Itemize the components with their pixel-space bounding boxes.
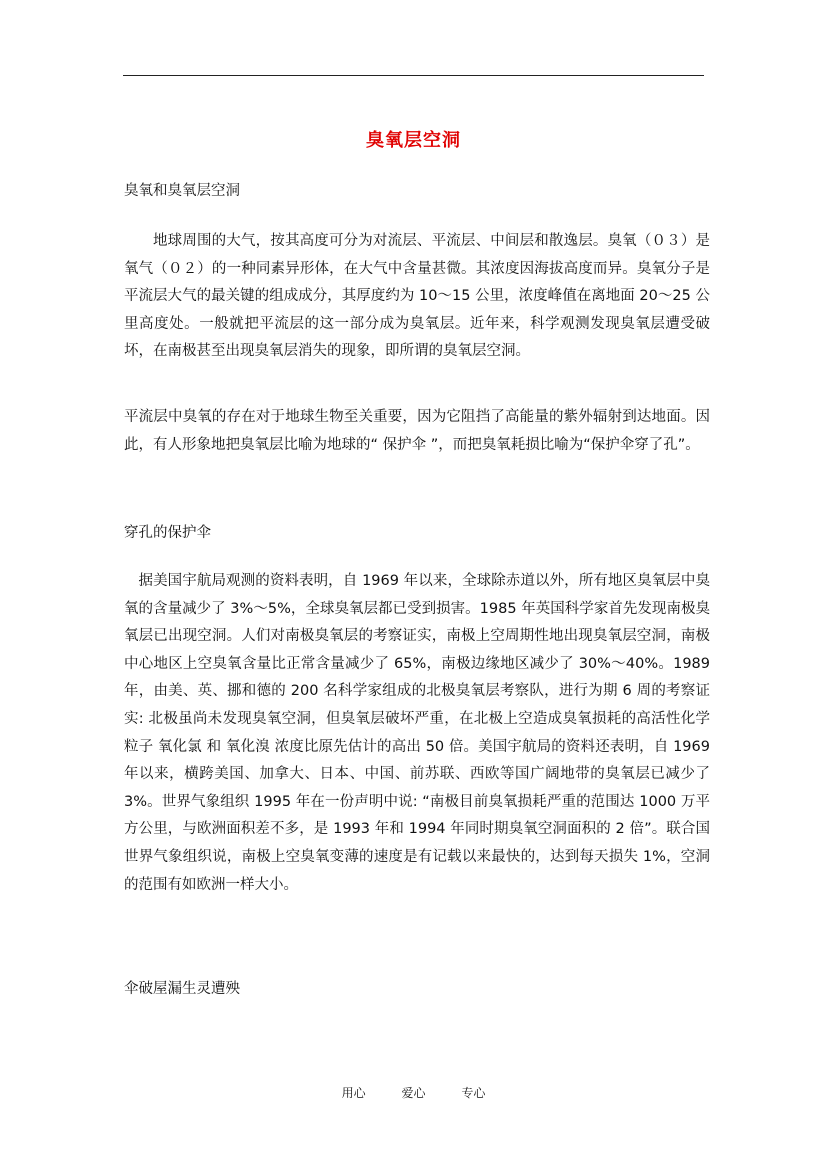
footer-item: 用心 xyxy=(341,1086,366,1100)
paragraph-atmosphere-layers: 地球周围的大气，按其高度可分为对流层、平流层、中间层和散逸层。臭氧（０３）是氧气（０２）的一种同素异形体，在大气中含量甚微。其浓度因海拔高度而异。臭氧分子是平流层大气的最关键的组成成分，其厚度约为 10～15 公里，浓度峰值在离地面 20～25 公里高度处。一般就把平流层的这一部分成为臭氧层。近年来，科学观测发现臭氧层遭受破坏，在南极甚至出现臭氧层消失的现象，即所谓的臭氧层空洞。 xyxy=(124,233,710,360)
page-footer xyxy=(0,1084,827,1101)
document-title: 臭氧层空洞 xyxy=(366,130,461,151)
header-rule xyxy=(123,75,704,76)
section-heading-perforated-umbrella: 穿孔的保护伞 xyxy=(124,525,211,541)
footer-item: 专心 xyxy=(461,1086,486,1100)
paragraph-protective-umbrella: 平流层中臭氧的存在对于地球生物至关重要，因为它阻挡了高能量的紫外辐射到达地面。因此，有人形象地把臭氧层比喻为地球的“ 保护伞 ”，而把臭氧耗损比喻为“保护伞穿了孔”。 xyxy=(124,409,710,453)
section-heading-ozone-and-hole: 臭氧和臭氧层空洞 xyxy=(124,183,240,199)
section-heading-broken-umbrella: 伞破屋漏生灵遭殃 xyxy=(124,981,240,997)
footer-item: 爱心 xyxy=(401,1086,426,1100)
paragraph-nasa-observations: 据美国宇航局观测的资料表明，自 1969 年以来，全球除赤道以外，所有地区臭氧层中臭氧的含量减少了 3%～5%，全球臭氧层都已受到损害。1985 年英国科学家首先发现南极臭氧层已出现空洞。人们对南极臭氧层的考察证实，南极上空周期性地出现臭氧层空洞，南极中心地区上空臭氧含量比正常含量减少了 65%，南极边缘地区减少了 30%～40%。1989 年，由美、英、挪和德的 200 名科学家组成的北极臭氧层考察队，进行为期 6 周的考察证实: 北极虽尚未发现臭氧空洞，但臭氧层破坏严重，在北极上空造成臭氧损耗的高活性化学粒子 氧化氯 和 氧化溴 浓度比原先估计的高出 50 倍。美国宇航局的资料还表明，自 1969 年以来，横跨美国、加拿大、日本、中国、前苏联、西欧等国广阔地带的臭氧层已减少了 3%。世界气象组织 1995 年在一份声明中说: “南极目前臭氧损耗严重的范围达 1000 万平方公里，与欧洲面积差不多，是 1993 年和 1994 年同时期臭氧空洞面积的 2 倍”。联合国世界气象组织说，南极上空臭氧变薄的速度是有记载以来最快的，达到每天损失 1%，空洞的范围有如欧洲一样大小。 xyxy=(124,573,710,893)
